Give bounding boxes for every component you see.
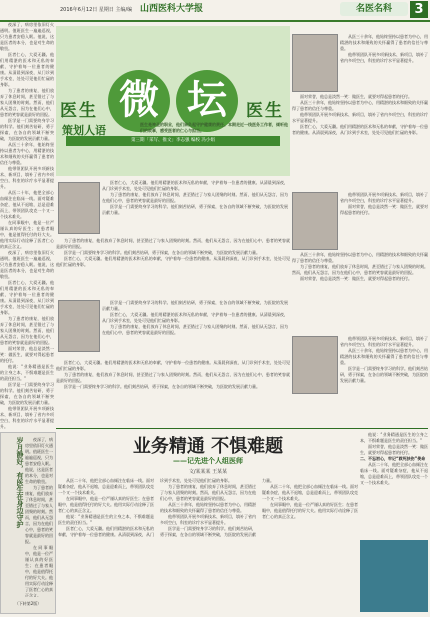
middle-paragraph: 为了患者的康复，他们放弃了休息时间，甚至错过了与家人团聚的时刻。然而，他们从无怨言，因为在他们心中，患者的笑容就是最好的回报。 [56, 238, 290, 249]
section-name: 名医名科 [340, 2, 408, 16]
article-paragraph: 在同事眼中，他是一位严谨认真的好医生；在患者眼中，他是值得托付的好大夫。他用实际行动诠释了医者仁心的真正含义。 [58, 496, 154, 513]
right-paragraph: 他带领团队开展多项新技术、新项目，填补了省内多项空白，科室的诊疗水平显著提升。 [292, 112, 428, 123]
article-paragraph: 从医二十年，他把全部心血倾注在临床一线。面对疑难杂症，他从不退缩，总是迎难而上，带领团队攻克一个又一个技术难关。 [58, 478, 154, 495]
sidebar-paragraph: 医学是一门需要终身学习的科学。他们刻苦钻研，勇于探索，在各自的领域不断突破，为医院的发展贡献力量。 [0, 118, 54, 141]
sidebar-paragraph: 为了患者的康复，他们放弃了休息时间，甚至错过了与家人团聚的时刻。然而，他们从无怨言，因为在他们心中，患者的笑容就是最好的回报。 [0, 316, 54, 345]
article-paragraph: 从医二十年，他把全部心血倾注在临床一线。面对疑难杂症，他从不退缩，总是迎难而上，带领团队攻克一个又一个技术难关。 [360, 462, 428, 485]
sidebar-paragraph: 他带领团队开展多项新技术、新项目，填补了省内多项空白，科室的诊疗水平显著提升。 [0, 406, 54, 429]
sidebar-paragraph: 他带领团队开展多项新技术、新项目，填补了省内多项空白，科室的诊疗水平显著提升。 [0, 166, 54, 189]
sidebar-box-text [25, 437, 53, 597]
article-body [58, 478, 358, 613]
sidebar-paragraph: 从医二十年，他把全部心血倾注在临床一线。面对疑难杂症，他从不退缩，总是迎难而上，带领团队攻克一个又一个技术难关。 [0, 190, 54, 219]
article-section-heading: 二、不忘初心，牢记“救死扶伤”使命 [360, 456, 426, 461]
sidebar-end-note: （下转第2版） [14, 601, 42, 606]
right-paragraph: 面对荣誉，他总是淡然一笑：做医生，就要对得起患者的托付。 [340, 204, 428, 215]
sidebar-paragraph: 在同事眼中，他是一位严谨认真的好医生；在患者眼中，他是值得托付的好大夫。他用实际行动诠释了医者仁心的真正含义。 [0, 220, 54, 249]
middle-text-block [102, 180, 288, 236]
article-paragraph: 他说：“业务精通是医生的立身之本，不惧难题是医生的责任担当。” [360, 432, 428, 443]
right-column [292, 22, 428, 430]
sidebar-paragraph: 夜深了，病房里依旧灯火通明。值班医生一遍遍巡视，只为患者安稳入眠。他说，这是医者的本分，也是对生命的敬畏。 [0, 22, 54, 51]
article-headline: 业务精通 不惧难题 [132, 436, 284, 457]
middle-paragraph: 为了患者的康复，他们放弃了休息时间，甚至错过了与家人团聚的时刻。然而，他们从无怨言，因为在他们心中，患者的笑容就是最好的回报。 [102, 192, 288, 203]
right-paragraph: 面对荣誉，他总是淡然一笑：做医生，就要对得起患者的托付。 [300, 276, 412, 281]
article-paragraph: 从医二十年，他把全部心血倾注在临床一线。面对疑难杂症，他从不退缩，总是迎难而上，带领团队攻克一个又一个技术难关。 [262, 484, 358, 501]
sidebar-paragraph: 他说：“业务精通是医生的立身之本，不惧难题是医生的责任担当。” [0, 364, 54, 381]
right-text-block [292, 94, 428, 188]
banner-circle-char-1: 微 [108, 70, 170, 132]
right-text-block [340, 336, 428, 426]
sidebar-paragraph: 为了患者的康复，他们放弃了休息时间，甚至错过了与家人团聚的时刻。然而，他们从无怨言，因为在他们心中，患者的笑容就是最好的回报。 [0, 88, 54, 117]
middle-text-block [102, 300, 288, 356]
sidebar-box-paragraph: 在同事眼中，他是一位严谨认真的好医生；在患者眼中，他是值得托付的好大夫。他用实际行动诠释了医者仁心的真正含义。 [25, 545, 53, 597]
right-paragraph: 他带领团队开展多项新技术、新项目，填补了省内多项空白，科室的诊疗水平显著提升。 [340, 192, 428, 203]
right-paragraph: 为了患者的康复，他们放弃了休息时间，甚至错过了与家人团聚的时刻。然而，他们从无怨言，因为在他们心中，患者的笑容就是最好的回报。 [292, 264, 428, 275]
article-paragraph: 医学是一门需要终身学习的科学。他们刻苦钻研，勇于探索，在各自的领域不断突破，为医院的发展贡献力量。 [160, 478, 274, 537]
column-intro: 医生是神圣的职业，他们肩负起守护健康的责任。本期走近一线医务工作者，倾听他们的故事，感受医者的仁心与担当。 [140, 122, 288, 133]
sidebar-vertical-title: 岁月静好，有医生在身边守护 [16, 437, 24, 528]
doctor-photo [292, 34, 338, 92]
middle-column [56, 180, 290, 420]
masthead: 山西医科大学报 [140, 4, 204, 14]
article-side-column [360, 432, 428, 532]
page-number: 3 [410, 1, 428, 18]
right-paragraph: 从医三十余年，他始终坚持以患者为中心，用精湛的技术和细致的关怀赢得了患者的信任与尊重。 [292, 100, 428, 111]
middle-paragraph: 医学是一门需要终身学习的科学。他们刻苦钻研，勇于探索，在各自的领域不断突破，为医院的发展贡献力量。 [64, 384, 260, 389]
divider-rule [56, 428, 428, 429]
sidebar-text-column [0, 22, 54, 430]
doctor-photo [58, 300, 100, 352]
middle-paragraph: 医者仁心，大爱无疆。他们用精湛的医术和无私的奉献，守护着每一位患者的健康。从清晨到深夜，从门诊到手术室，处处可见他们忙碌的身影。 [56, 360, 290, 371]
issue-line: 2016年6月12日 星期日 主编/编 [60, 7, 133, 13]
article-paragraph: 在同事眼中，他是一位严谨认真的好医生；在患者眼中，他是值得托付的好大夫。他用实际行动诠释了医者仁心的真正含义。 [262, 502, 358, 519]
surgery-photo [360, 540, 428, 612]
doctor-photo [292, 192, 338, 250]
middle-text-block [56, 238, 290, 298]
middle-paragraph: 医学是一门需要终身学习的科学。他们刻苦钻研，勇于探索，在各自的领域不断突破，为医院的发展贡献力量。 [102, 204, 288, 215]
right-text-block [340, 192, 428, 248]
right-paragraph: 从医三十余年，他始终坚持以患者为中心，用精湛的技术和细致的关怀赢得了患者的信任与尊重。 [292, 252, 428, 263]
page-header [0, 0, 430, 22]
sidebar-feature-box [0, 432, 56, 614]
sidebar-paragraph: 医学是一门需要终身学习的科学。他们刻苦钻研，勇于探索，在各自的领域不断突破，为医院的发展贡献力量。 [0, 382, 54, 405]
banner-credit-line: 第三期「采写、推文」李志强 编校 冯小娟 [66, 136, 280, 146]
sidebar-paragraph: 从医三十余年，他始终坚持以患者为中心，用精湛的技术和细致的关怀赢得了患者的信任与尊重。 [0, 142, 54, 165]
right-paragraph: 从医三十余年，他始终坚持以患者为中心，用精湛的技术和细致的关怀赢得了患者的信任与尊重。 [340, 348, 428, 365]
article-subtitle: ——记先进个人组医师 [173, 456, 243, 465]
article-paragraph: 面对荣誉，他总是淡然一笑：做医生，就要对得起患者的托付。 [360, 444, 428, 455]
middle-paragraph: 医者仁心，大爱无疆。他们用精湛的医术和无私的奉献，守护着每一位患者的健康。从清晨到深夜，从门诊到手术室，处处可见他们忙碌的身影。 [102, 180, 288, 191]
sidebar-paragraph: 夜深了，病房里依旧灯火通明。值班医生一遍遍巡视，只为患者安稳入眠。他说，这是医者的本分，也是对生命的敬畏。 [0, 250, 54, 279]
sidebar-box-paragraph: 夜深了，病房里依旧灯火通明。值班医生一遍遍巡视，只为患者安稳入眠。他说，这是医者的本分，也是对生命的敬畏。 [25, 437, 53, 484]
sidebar-paragraph: 医者仁心，大爱无疆。他们用精湛的医术和无私的奉献，守护着每一位患者的健康。从清晨到深夜，从门诊到手术室，处处可见他们忙碌的身影。 [0, 52, 54, 87]
right-text-block [292, 252, 428, 332]
banner-circle-char-2: 坛 [176, 70, 238, 132]
article-byline: 文/某某某 王某某 [188, 469, 228, 475]
middle-paragraph: 为了患者的康复，他们放弃了休息时间，甚至错过了与家人团聚的时刻。然而，他们从无怨言，因为在他们心中，患者的笑容就是最好的回报。 [56, 372, 290, 383]
middle-paragraph: 医者仁心，大爱无疆。他们用精湛的医术和无私的奉献，守护着每一位患者的健康。从清晨到深夜，从门诊到手术室，处处可见他们忙碌的身影。 [102, 312, 288, 323]
article-paragraph: 为了患者的康复，他们放弃了休息时间，甚至错过了与家人团聚的时刻。然而，他们从无怨言，因为在他们心中，患者的笑容就是最好的回报。 [160, 484, 256, 501]
column-title: 策划人语 [62, 124, 106, 137]
sidebar-paragraph: 面对荣誉，他总是淡然一笑：做医生，就要对得起患者的托付。 [0, 346, 54, 363]
article-paragraph: 他带领团队开展多项新技术、新项目，填补了省内多项空白，科室的诊疗水平显著提升。 [160, 514, 256, 525]
right-paragraph: 医学是一门需要终身学习的科学。他们刻苦钻研，勇于探索，在各自的领域不断突破，为医院的发展贡献力量。 [340, 366, 428, 383]
banner-left-label: 医生 [60, 101, 98, 121]
right-paragraph: 他带领团队开展多项新技术、新项目，填补了省内多项空白，科室的诊疗水平显著提升。 [340, 52, 428, 63]
article-paragraph: 他说：“业务精通是医生的立身之本，不惧难题是医生的责任担当。” [58, 514, 154, 525]
right-paragraph: 他带领团队开展多项新技术、新项目，填补了省内多项空白，科室的诊疗水平显著提升。 [340, 336, 428, 347]
doctor-photo [58, 182, 100, 234]
article-paragraph: 从医三十余年，他始终坚持以患者为中心，用精湛的技术和细致的关怀赢得了患者的信任与尊重。 [160, 502, 256, 513]
middle-paragraph: 为了患者的康复，他们放弃了休息时间，甚至错过了与家人团聚的时刻。然而，他们从无怨言，因为在他们心中，患者的笑容就是最好的回报。 [102, 324, 288, 335]
middle-paragraph: 医学是一门需要终身学习的科学。他们刻苦钻研，勇于探索，在各自的领域不断突破，为医院的发展贡献力量。 [64, 250, 260, 255]
middle-paragraph: 医者仁心，大爱无疆。他们用精湛的医术和无私的奉献，守护着每一位患者的健康。从清晨到深夜，从门诊到手术室，处处可见他们忙碌的身影。 [56, 256, 290, 267]
middle-text-block [56, 360, 290, 418]
article-paragraph: 医者仁心，大爱无疆。他们用精湛的医术和无私的奉献，守护着每一位患者的健康。从清晨到深夜，从门诊到手术室，处处可见他们忙碌的身影。 [58, 478, 232, 537]
right-paragraph: 从医三十余年，他始终坚持以患者为中心，用精湛的技术和细致的关怀赢得了患者的信任与尊重。 [340, 34, 428, 51]
right-paragraph: 面对荣誉，他总是淡然一笑：做医生，就要对得起患者的托付。 [300, 94, 412, 99]
doctor-photo [292, 336, 338, 394]
sidebar-box-paragraph: 为了患者的康复，他们放弃了休息时间，甚至错过了与家人团聚的时刻。然而，他们从无怨言，因为在他们心中，患者的笑容就是最好的回报。 [25, 485, 53, 544]
right-text-block [340, 34, 428, 90]
sidebar-paragraph: 医者仁心，大爱无疆。他们用精湛的医术和无私的奉献，守护着每一位患者的健康。从清晨到深夜，从门诊到手术室，处处可见他们忙碌的身影。 [0, 280, 54, 315]
banner-right-label: 医生 [246, 101, 284, 121]
right-paragraph: 医者仁心，大爱无疆。他们用精湛的医术和无私的奉献，守护着每一位患者的健康。从清晨到深夜，从门诊到手术室，处处可见他们忙碌的身影。 [292, 124, 428, 135]
middle-paragraph: 医学是一门需要终身学习的科学。他们刻苦钻研，勇于探索，在各自的领域不断突破，为医院的发展贡献力量。 [102, 300, 288, 311]
